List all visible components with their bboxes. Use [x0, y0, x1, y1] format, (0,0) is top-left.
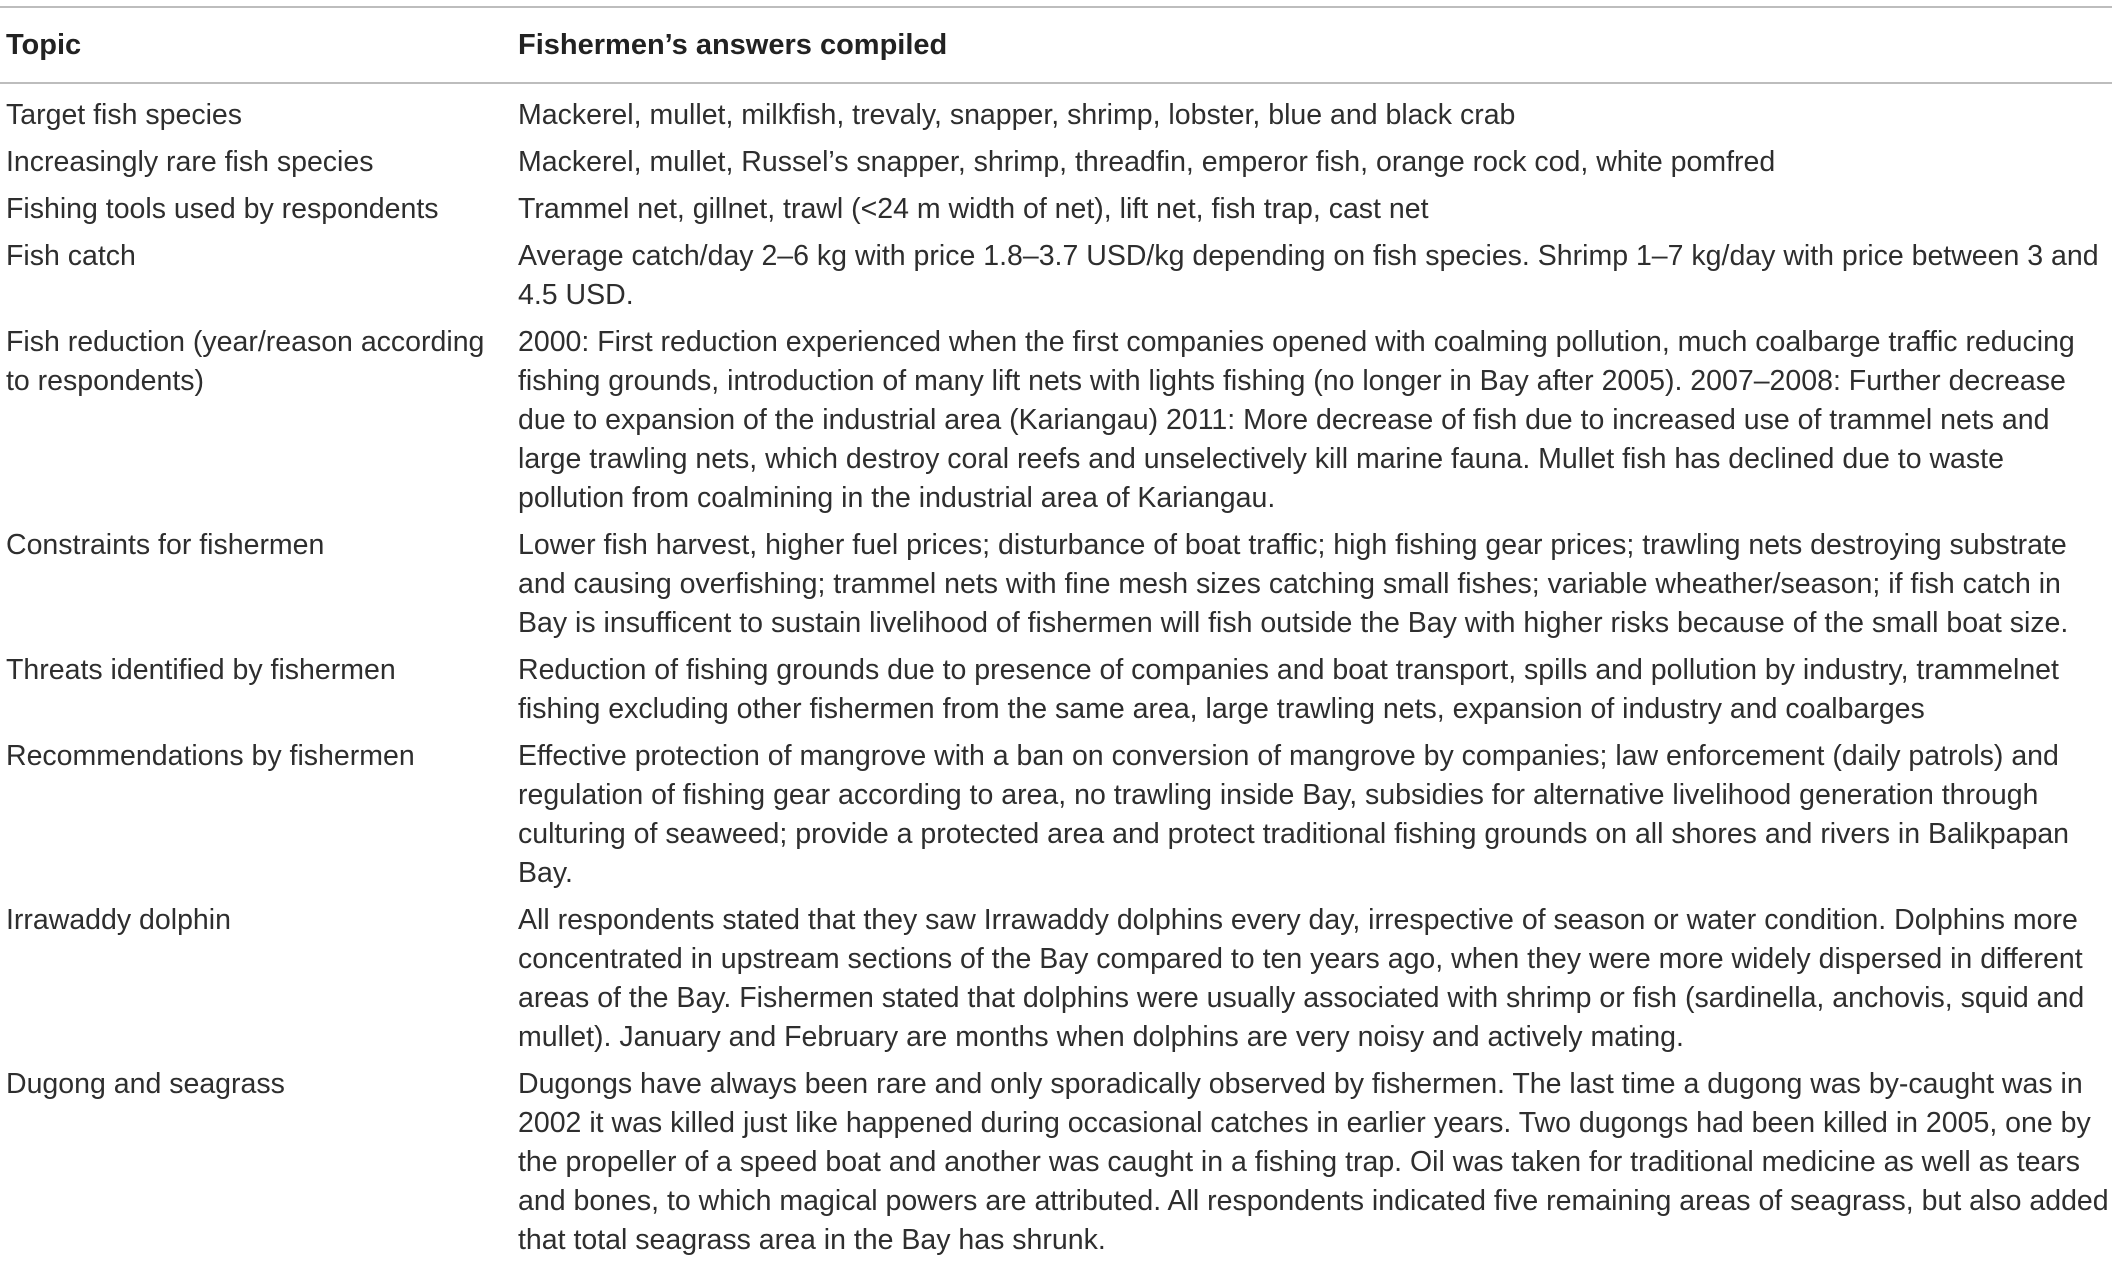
row-answer: Mackerel, mullet, Russel’s snapper, shrimp, threadfin, emperor fish, orange rock cod, white pomfred: [518, 146, 1776, 178]
table-row: [0, 651, 2112, 737]
row-topic: Increasingly rare fish species: [6, 146, 374, 178]
table-row: [0, 237, 2112, 323]
row-answer: Dugongs have always been rare and only sporadically observed by fishermen. The last time a dugong was by-caught was in 2002 it was killed just like happened during occasional catches in earlier years. Two dugongs had been killed in 2005, one by the propeller of a speed boat and another was caught in a fishing trap. Oil was taken for traditional medicine as well as tears and bones, to which magical powers are attributed. All respondents indicated five remaining areas of seagrass, but also added that total seagrass area in the Bay has shrunk.: [518, 1068, 2109, 1256]
header-topic: Topic: [6, 29, 82, 61]
row-topic: Irrawaddy dolphin: [6, 904, 231, 936]
table-row: [0, 143, 2112, 190]
row-answer: Lower fish harvest, higher fuel prices; disturbance of boat traffic; high fishing gear prices; trawling nets destroying substrate and causing overfishing; trammel nets with fine mesh sizes catching small fishes; variable wheather/season; if fish catch in Bay is insufficent to sustain livelihood of fishermen will fish outside the Bay with higher risks because of the small boat size.: [518, 529, 2069, 639]
table-row: [0, 737, 2112, 901]
header-answers: Fishermen’s answers compiled: [518, 29, 948, 61]
survey-table-body: [0, 84, 2112, 1268]
row-topic: Threats identified by fishermen: [6, 654, 396, 686]
row-answer: Effective protection of mangrove with a ban on conversion of mangrove by companies; law enforcement (daily patrols) and regulation of fishing gear according to area, no trawling inside Bay, subsidies for alternative livelihood generation through culturing of seaweed; provide a protected area and protect traditional fishing grounds on all shores and rivers in Balikpapan Bay.: [518, 740, 2070, 889]
header-row: [0, 8, 2112, 82]
row-topic: Fish catch: [6, 240, 136, 272]
row-topic: Constraints for fishermen: [6, 529, 325, 561]
row-answer: All respondents stated that they saw Irrawaddy dolphins every day, irrespective of season or water condition. Dolphins more concentrated in upstream sections of the Bay compared to ten years ago, when they were more widely dispersed in different areas of the Bay. Fishermen stated that dolphins were usually associated with shrimp or fish (sardinella, anchovis, squid and mullet). January and February are months when dolphins are very noisy and actively mating.: [518, 904, 2085, 1053]
row-topic: Recommendations by fishermen: [6, 740, 415, 772]
row-answer: Trammel net, gillnet, trawl (<24 m width of net), lift net, fish trap, cast net: [518, 193, 1429, 225]
table-row: [0, 1065, 2112, 1268]
row-answer: 2000: First reduction experienced when the first companies opened with coalming pollution, much coalbarge traffic reducing fishing grounds, introduction of many lift nets with lights fishing (no longer in Bay after 2005). 2007–2008: Further decrease due to expansion of the industrial area (Kariangau) 2011: More decrease of fish due to increased use of trammel nets and large trawling nets, which destroy coral reefs and unselectively kill marine fauna. Mullet fish has declined due to waste pollution from coalmining in the industrial area of Kariangau.: [518, 326, 2075, 514]
table-row: [0, 190, 2112, 237]
row-topic: Dugong and seagrass: [6, 1068, 285, 1100]
table-row: [0, 323, 2112, 526]
row-answer: Mackerel, mullet, milkfish, trevaly, snapper, shrimp, lobster, blue and black crab: [518, 99, 1516, 131]
fishermen-survey-table: [0, 6, 2112, 1268]
table-row: [0, 84, 2112, 143]
row-answer: Average catch/day 2–6 kg with price 1.8–3.7 USD/kg depending on fish species. Shrimp 1–7 kg/day with price between 3 and 4.5 USD.: [518, 240, 2099, 311]
row-topic: Target fish species: [6, 99, 243, 131]
row-topic: Fishing tools used by respondents: [6, 193, 439, 225]
row-answer: Reduction of fishing grounds due to presence of companies and boat transport, spills and pollution by industry, trammelnet fishing excluding other fishermen from the same area, large trawling nets, expansion of industry and coalbarges: [518, 654, 2059, 725]
row-topic: Fish reduction (year/reason according to respondents): [6, 326, 485, 397]
table-row: [0, 526, 2112, 651]
table-row: [0, 901, 2112, 1065]
survey-table: [0, 8, 2112, 82]
